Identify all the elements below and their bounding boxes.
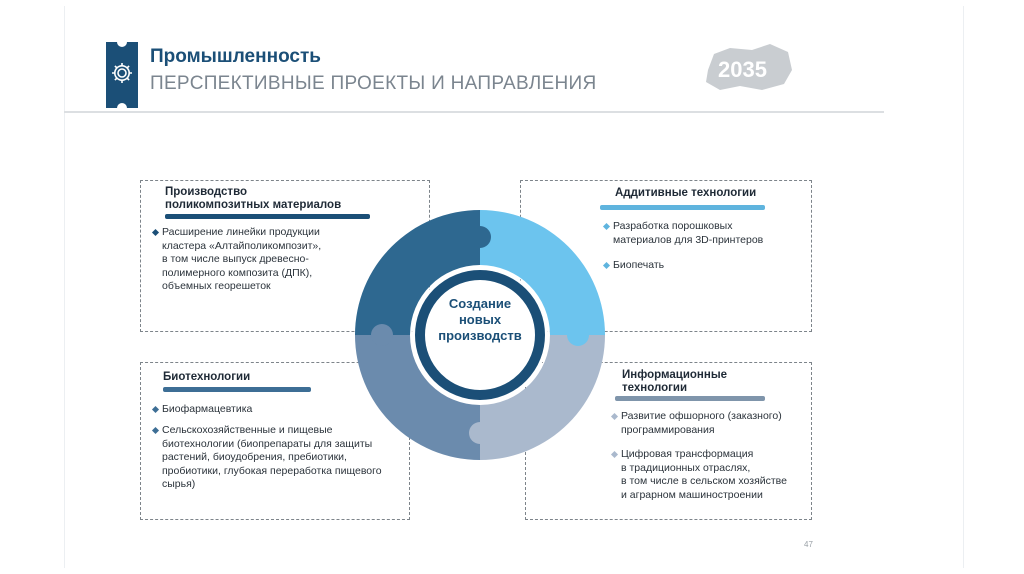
it-bullet-2: Цифровая трансформация в традиционных отраслях, в том числе в сельском хозяйстве и аграрном машиностроении (621, 448, 806, 502)
biotech-bullet-2: Сельскохозяйственные и пищевые биотехнологии (биопрепараты для защиты растений, биоудобрения, пребиотики, пробиотики, глубокая переработка пищевого сырья) (162, 424, 402, 492)
polycomposite-bullet-1: Расширение линейки продукции кластера «Алтайполикомпозит», в том числе выпуск древесно- полимерного композита (ДПК), объемных георешеток (162, 226, 382, 294)
industry-badge (106, 42, 138, 108)
additive-bullet-1: Разработка порошковых материалов для 3D-принтеров (613, 220, 803, 247)
logo-text: 2035 (718, 57, 767, 82)
panel-it-bar (615, 396, 765, 401)
panel-polycomposite-title: Производство поликомпозитных материалов (165, 186, 342, 211)
center-label: Создание новых производств (438, 296, 522, 343)
page-subtitle: ПЕРСПЕКТИВНЫЕ ПРОЕКТЫ И НАПРАВЛЕНИЯ (150, 73, 597, 94)
panel-it-title: Информационные технологии (622, 369, 728, 394)
panel-additive-bar (600, 205, 765, 210)
panel-biotech-title: Биотехнологии (163, 371, 251, 383)
panel-biotech-bar (163, 387, 311, 392)
panel-additive-title: Аддитивные технологии (615, 187, 757, 199)
page-number: 47 (804, 540, 813, 549)
knob-left (371, 324, 393, 346)
page-title: Промышленность (150, 46, 321, 67)
knob-right (567, 324, 589, 346)
it-bullet-1: Развитие офшорного (заказного) программирования (621, 410, 806, 437)
logo-2035 (700, 40, 796, 94)
knob-top (469, 226, 491, 248)
biotech-bullet-1: Биофармацевтика (162, 403, 402, 417)
additive-bullet-2: Биопечать (613, 259, 803, 273)
gear-icon (110, 61, 134, 85)
header-divider (64, 111, 884, 113)
knob-bottom (469, 422, 491, 444)
